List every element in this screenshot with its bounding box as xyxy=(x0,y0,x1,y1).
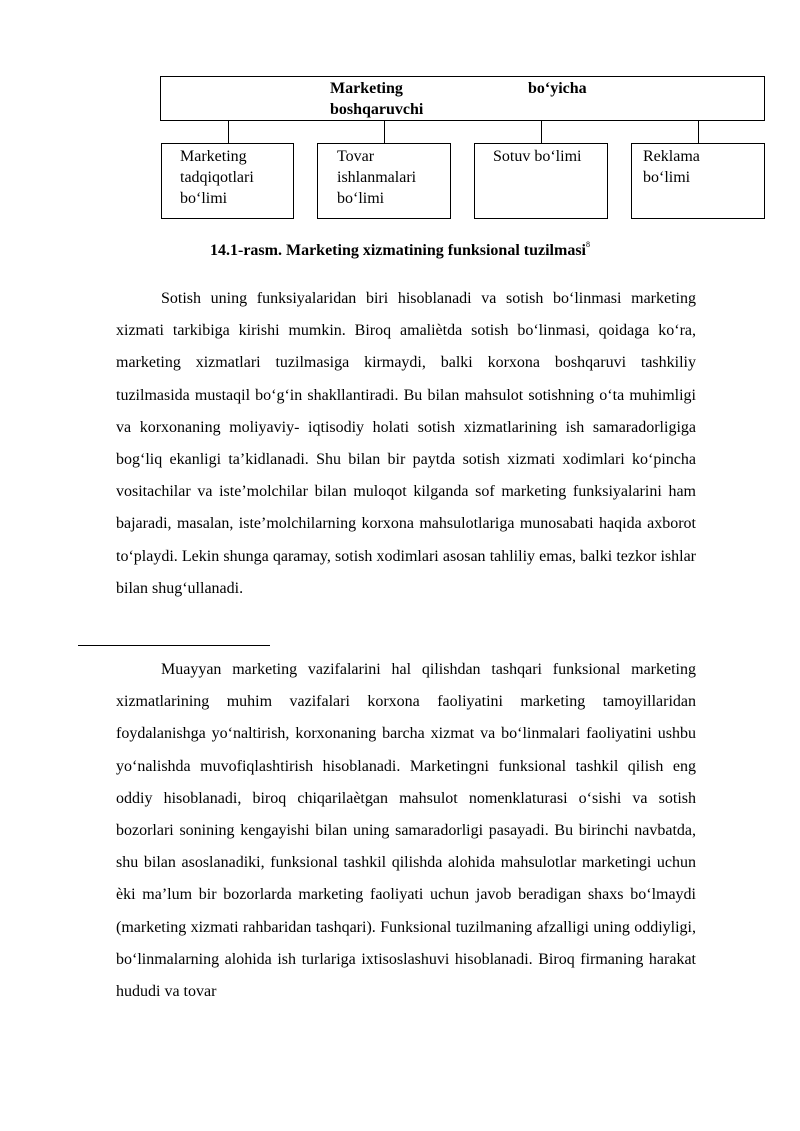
figure-caption xyxy=(0,242,800,260)
dept-label-sales: Sotuv bo‘limi xyxy=(493,148,582,165)
connector-3 xyxy=(541,121,542,143)
top-manager-box xyxy=(160,76,765,121)
dept-label-research: Marketing tadqiqotlari bo‘limi xyxy=(180,148,254,207)
paragraph-2: Muayyan marketing vazifalarini hal qilishdan tashqari funksional marketing xizmatlarining muhim vazifalari korxona faoliyatini marketing tamoyillaridan foydalanishga yo‘naltirish, korxonaning barcha xizmat va bo‘linmalari faoliyatini ushbu yo‘nalishda muvofiqlashtirish hisoblanadi. Marketingni funksional tashkil qilish eng oddiy hisoblanadi, biroq chiqarilaètgan mahsulot nomenklaturasi o‘sishi va sotish bozorlari sonining kengayishi bilan uning samaradorligi pasayadi. Bu birinchi navbatda, shu bilan asoslanadiki, funksional tashkil qilishda alohida mahsulotlar marketingi uchun èki ma’lum bir bozorlarda marketing faoliyati uchun javob beradigan shaxs bo‘lmaydi (marketing xizmati rahbaridan tashqari). Funksional tuzilmaning afzalligi uning oddiyligi, bo‘linmalarning alohida ish turlariga ixtisoslashuvi hisoblanadi. Biroq firmaning harakat hududi va tovar xyxy=(116,661,696,1001)
caption-text: 14.1-rasm. Marketing xizmatining funksional tuzilmasi xyxy=(209,242,586,259)
connector-1 xyxy=(228,121,229,143)
paragraph-1: Sotish uning funksiyalaridan biri hisoblanadi va sotish bo‘linmasi marketing xizmati tarkibiga kirishi mumkin. Biroq amaliètda sotish bo‘linmasi, qoidaga ko‘ra, marketing xizmatlari tuzilmasiga kirmaydi, balki korxona boshqaruvi tashkiliy tuzilmasida mustaqil bo‘g‘in shakllantiradi. Bu bilan mahsulot sotishning o‘ta muhimligi va korxonaning moliyaviy- iqtisodiy holati sotish xizmatlarining ish samaradorligiga bog‘liq ekanligi ta’kidlanadi. Shu bilan bir paytda sotish xizmati xodimlari ko‘pincha vositachilar va iste’molchilar bilan muloqot kilganda sof marketing funksiyalarini ham bajaradi, masalan, iste’molchilarning korxona mahsulotlariga munosabati haqida axborot to‘playdi. Lekin shunga qaramay, sotish xodimlari asosan tahliliy emas, balki tezkor ishlar bilan shug‘ullanadi. xyxy=(116,290,696,597)
dept-label-product: Tovar ishlanmalari bo‘limi xyxy=(337,148,417,207)
footnote-ref: 8 xyxy=(586,240,590,249)
top-manager-label-2: bo‘yicha xyxy=(528,80,587,97)
connector-2 xyxy=(384,121,385,143)
footnote-separator xyxy=(78,645,270,646)
top-manager-label-1: Marketing xyxy=(330,80,403,97)
connector-4 xyxy=(698,121,699,143)
top-manager-label-3: boshqaruvchi xyxy=(330,101,424,118)
dept-label-advertising: Reklama bo‘limi xyxy=(643,148,700,186)
